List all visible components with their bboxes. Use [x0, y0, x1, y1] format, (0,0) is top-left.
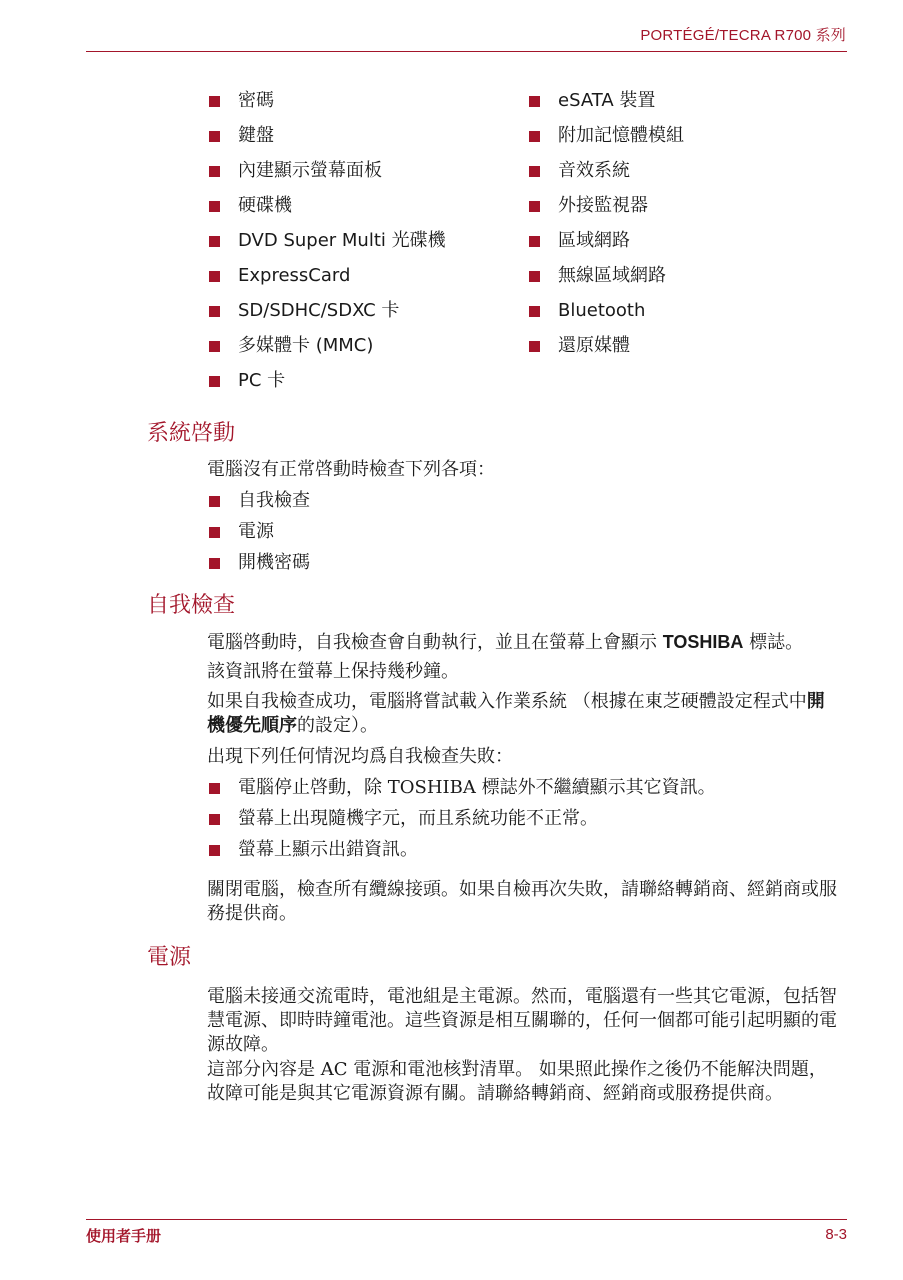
list-item: 附加記憶體模組: [558, 125, 684, 160]
selftest-paragraph-1: 電腦啓動時，自我檢查會自動執行，並且在螢幕上會顯示 TOSHIBA 標誌。: [207, 632, 804, 653]
list-item: 螢幕上出現隨機字元，而且系統功能不正常。: [238, 808, 716, 839]
list-item: 音效系統: [558, 160, 684, 195]
power-paragraph-1: 電腦未接通交流電時，電池組是主電源。然而，電腦還有一些其它電源，包括智慧電源、即時時鐘電池。這些資源是相互關聯的，任何一個都可能引起明顯的電源故障。: [207, 986, 837, 1055]
page-number: 8-3: [825, 1226, 847, 1243]
bullet-icon: [209, 201, 220, 212]
bullet-icon: [209, 527, 220, 538]
bullet-icon: [209, 131, 220, 142]
header-rule: [86, 51, 847, 52]
bullet-icon: [209, 558, 220, 569]
startup-heading: 系統啓動: [147, 421, 236, 446]
list-item: 密碼: [238, 90, 446, 125]
component-list-right: [558, 90, 684, 370]
startup-list: [238, 490, 310, 583]
bullet-icon: [209, 341, 220, 352]
bullet-icon: [209, 814, 220, 825]
bullet-icon: [529, 236, 540, 247]
bullet-icon: [209, 166, 220, 177]
list-item: 開機密碼: [238, 552, 310, 583]
list-item: DVD Super Multi 光碟機: [238, 230, 446, 265]
running-header: PORTÉGÉ/TECRA R700 系列: [640, 27, 846, 44]
bullet-icon: [209, 376, 220, 387]
list-item: 螢幕上顯示出錯資訊。: [238, 839, 716, 870]
footer-manual-title: 使用者手册: [86, 1227, 162, 1245]
startup-intro: 電腦沒有正常啓動時檢查下列各項：: [207, 459, 495, 480]
bullet-icon: [529, 166, 540, 177]
list-item: 外接監視器: [558, 195, 684, 230]
footer-rule: [86, 1219, 847, 1220]
component-list-left: [238, 90, 446, 405]
list-item: 鍵盤: [238, 125, 446, 160]
selftest-paragraph-4: 出現下列任何情況均爲自我檢查失敗：: [207, 746, 513, 767]
list-item: ExpressCard: [238, 265, 446, 300]
list-item: 無線區域網路: [558, 265, 684, 300]
bullet-icon: [209, 496, 220, 507]
power-paragraph-2: 這部分內容是 AC 電源和電池核對清單。 如果照此操作之後仍不能解決問題，故障可能是與其它電源資源有關。請聯絡轉銷商、經銷商或服務提供商。: [207, 1059, 827, 1104]
selftest-paragraph-2: 該資訊將在螢幕上保持幾秒鐘。: [207, 661, 459, 682]
list-item: 多媒體卡 (MMC): [238, 335, 446, 370]
list-item: SD/SDHC/SDXC 卡: [238, 300, 446, 335]
list-item: 還原媒體: [558, 335, 684, 370]
bullet-icon: [529, 341, 540, 352]
selftest-paragraph-3: 如果自我檢查成功，電腦將嘗試載入作業系統 （根據在東芝硬體設定程式中開機優先順序的設定）。: [207, 691, 825, 736]
list-item: 電源: [238, 521, 310, 552]
selftest-heading: 自我檢查: [147, 593, 236, 618]
bullet-icon: [209, 236, 220, 247]
list-item: 電腦停止啓動，除 TOSHIBA 標誌外不繼續顯示其它資訊。: [238, 777, 716, 808]
list-item: 硬碟機: [238, 195, 446, 230]
power-heading: 電源: [147, 945, 192, 970]
bullet-icon: [209, 306, 220, 317]
list-item: PC 卡: [238, 370, 446, 405]
list-item: 內建顯示螢幕面板: [238, 160, 446, 195]
bullet-icon: [209, 96, 220, 107]
bullet-icon: [529, 306, 540, 317]
list-item: 區域網路: [558, 230, 684, 265]
list-item: eSATA 裝置: [558, 90, 684, 125]
list-item: 自我檢查: [238, 490, 310, 521]
bullet-icon: [209, 783, 220, 794]
bullet-icon: [529, 131, 540, 142]
bullet-icon: [209, 271, 220, 282]
selftest-failure-list: [238, 777, 716, 870]
bullet-icon: [529, 96, 540, 107]
bullet-icon: [529, 201, 540, 212]
selftest-paragraph-5: 關閉電腦，檢查所有纜線接頭。如果自檢再次失敗，請聯絡轉銷商、經銷商或服務提供商。: [207, 879, 837, 924]
bullet-icon: [529, 271, 540, 282]
bullet-icon: [209, 845, 220, 856]
list-item: Bluetooth: [558, 300, 684, 335]
